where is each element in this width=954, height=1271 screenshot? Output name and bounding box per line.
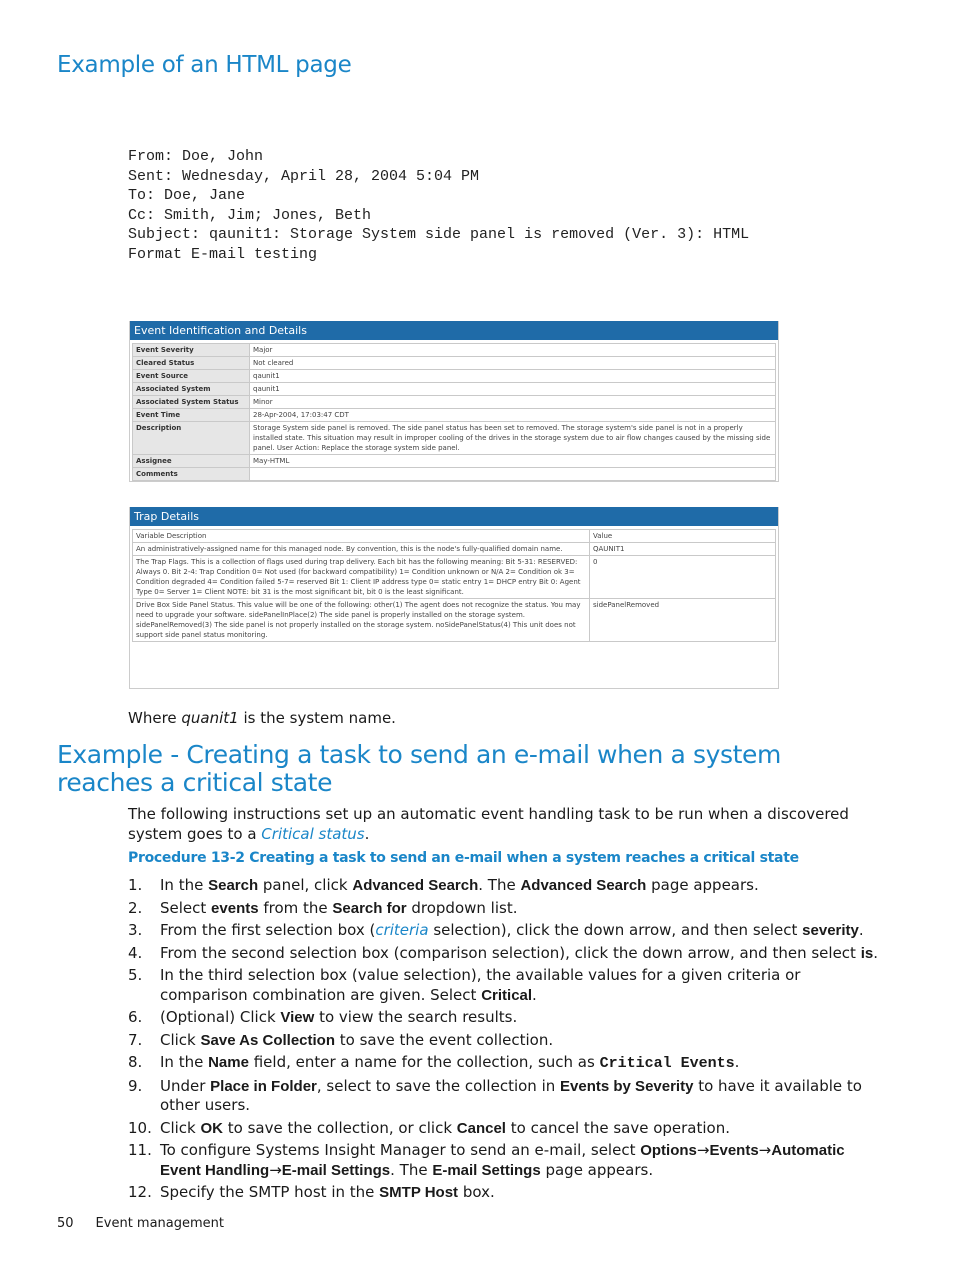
step-text: To configure Systems Insight Manager to send an e-mail, select: [160, 1141, 641, 1159]
trap-value: QAUNIT1: [590, 543, 776, 556]
event-value: Major: [250, 344, 776, 357]
event-row: [133, 383, 776, 396]
glossary-link[interactable]: criteria: [375, 921, 429, 939]
procedure-step: [128, 921, 888, 941]
step-text: to save the event collection.: [335, 1030, 554, 1049]
step-text: →: [696, 1141, 710, 1159]
email-sent: Sent: Wednesday, April 28, 2004 5:04 PM: [128, 167, 480, 185]
event-key: Event Time: [133, 409, 250, 422]
step-text: Select: [160, 898, 212, 917]
event-key: Event Severity: [133, 344, 250, 357]
step-text: . The: [390, 1160, 433, 1179]
ui-term: Search: [208, 877, 259, 894]
step-text: .: [873, 943, 878, 962]
event-value: qaunit1: [250, 370, 776, 383]
step-number: 11.: [128, 1141, 152, 1159]
event-row: [133, 422, 776, 455]
step-number: 2.: [128, 898, 143, 917]
step-text: In the: [160, 876, 209, 894]
ui-term: Advanced Search: [352, 877, 479, 894]
trap-description: Drive Box Side Panel Status. This value will be one of the following: other(1) The agent does not recognize the status. You may need to upgrade your software. sidePanelInPlace(2) The side panel is properly installed on the storage system. sidePanelRemoved(3) The side panel is not properly installed on the storage system. noSidePanelStatus(4) This unit does not support side panel status monitoring.: [133, 599, 590, 642]
where-note: Where quanit1 is the system name.: [128, 709, 396, 727]
step-text: Specify the SMTP host in the: [160, 1183, 380, 1201]
step-text: page appears.: [540, 1160, 654, 1179]
ui-term: severity: [802, 922, 859, 939]
code-text: Critical Events: [599, 1055, 735, 1072]
event-details-table: [132, 343, 776, 481]
ui-term: Cancel: [456, 1119, 506, 1137]
step-number: 1.: [128, 876, 143, 894]
step-text: panel, click: [258, 876, 353, 894]
event-value: qaunit1: [250, 383, 776, 396]
ui-term: Events by Severity: [560, 1077, 694, 1095]
event-row: [133, 409, 776, 422]
event-key: Associated System Status: [133, 396, 250, 409]
step-number: 8.: [128, 1053, 143, 1071]
ui-term: Name: [208, 1054, 249, 1071]
event-row: [133, 344, 776, 357]
event-value: Storage System side panel is removed. The side panel status has been set to removed. The storage system's side panel is not in a properly installed state. This situation may result in improper cooling of the drives in the storage system due to air flow changes caused by the missing side panel. User Action: Replace the storage system side panel.: [250, 422, 776, 455]
trap-row: [133, 556, 776, 599]
email-header-block: [128, 147, 749, 265]
step-number: 9.: [128, 1076, 143, 1095]
event-value: Minor: [250, 396, 776, 409]
email-from: From: Doe, John: [128, 148, 264, 165]
step-number: 4.: [128, 943, 143, 962]
step-text: dropdown list.: [406, 898, 518, 917]
ui-term: Automatic Event Handling: [160, 1142, 845, 1179]
ui-term: Place in Folder: [210, 1077, 317, 1095]
event-details-screenshot: [129, 321, 779, 482]
trap-value: 0: [590, 556, 776, 599]
email-subject: Subject: qaunit1: Storage System side panel is removed (Ver. 3): HTML: [128, 226, 750, 244]
ui-term: Save As Collection: [200, 1031, 336, 1049]
procedure-step: [128, 966, 888, 1005]
procedure-step: [128, 1077, 888, 1116]
step-text: .: [532, 985, 537, 1004]
ui-term: SMTP Host: [379, 1184, 459, 1201]
step-text: , select to save the collection in: [316, 1076, 561, 1095]
email-cc: Cc: Smith, Jim; Jones, Beth: [128, 206, 372, 224]
step-text: from the: [258, 898, 333, 917]
footer-title: Event management: [95, 1216, 225, 1231]
procedure-step: [128, 1141, 888, 1180]
trap-description: An administratively-assigned name for this managed node. By convention, this is the node's fully-qualified domain name.: [133, 543, 590, 556]
event-key: Assignee: [133, 455, 250, 468]
procedure-step: [128, 1008, 888, 1028]
step-text: →: [758, 1141, 772, 1159]
procedure-title: Procedure 13-2 Creating a task to send an e-mail when a system reaches a critical state: [128, 850, 799, 866]
ui-term: Search for: [332, 899, 407, 917]
section-heading: Example - Creating a task to send an e-mail when a system reaches a critical state: [57, 740, 781, 797]
ui-term: OK: [200, 1119, 224, 1137]
event-key: Event Source: [133, 370, 250, 383]
procedure-step: [128, 899, 888, 919]
step-text: field, enter a name for the collection, such as: [248, 1053, 600, 1071]
trap-header-description: Variable Description: [133, 530, 590, 543]
step-text: →: [269, 1160, 282, 1179]
step-text: From the second selection box (comparison selection), click the down arrow, and then select: [160, 943, 861, 962]
ui-term: is: [860, 944, 874, 962]
step-number: 12.: [128, 1183, 152, 1201]
intro-paragraph: The following instructions set up an automatic event handling task to be run when a discovered system goes to a Critical status.: [128, 805, 849, 843]
step-text: In the third selection box (value selection), the available values for a given criteria or comparison combination are given. Select: [160, 966, 801, 1004]
step-text: Under: [160, 1076, 211, 1095]
ui-term: Advanced Search: [520, 877, 647, 894]
ui-term: Critical: [481, 986, 533, 1004]
var-name: quanit1: [181, 709, 239, 727]
trap-row: [133, 543, 776, 556]
ui-term: E-mail Settings: [281, 1161, 391, 1179]
event-row: [133, 370, 776, 383]
trap-details-screenshot: [129, 507, 779, 689]
event-value: Not cleared: [250, 357, 776, 370]
page-number: 50: [57, 1216, 74, 1231]
event-key: Description: [133, 422, 250, 455]
step-number: 3.: [128, 921, 143, 939]
step-text: Click: [160, 1030, 201, 1049]
ui-term: E-mail Settings: [432, 1161, 541, 1179]
event-row: [133, 455, 776, 468]
event-key: Cleared Status: [133, 357, 250, 370]
procedure-step: [128, 1183, 888, 1203]
step-text: selection), click the down arrow, and then select: [428, 921, 803, 939]
event-value: 28-Apr-2004, 17:03:47 CDT: [250, 409, 776, 422]
step-text: box.: [458, 1183, 495, 1201]
step-text: page appears.: [646, 876, 759, 894]
step-text: to save the collection, or click: [223, 1118, 457, 1137]
event-key: Associated System: [133, 383, 250, 396]
page-heading: Example of an HTML page: [57, 52, 352, 78]
step-number: 10.: [128, 1118, 152, 1137]
step-text: (Optional) Click: [160, 1008, 281, 1026]
procedure-step: [128, 1119, 888, 1139]
event-row: [133, 357, 776, 370]
procedure-steps: [128, 876, 888, 1206]
event-value: May-HTML: [250, 455, 776, 468]
step-text: to view the search results.: [314, 1008, 518, 1026]
step-text: .: [734, 1053, 740, 1071]
step-text: In the: [160, 1053, 209, 1071]
procedure-step: [128, 1053, 888, 1074]
procedure-step: [128, 1031, 888, 1051]
step-number: 7.: [128, 1030, 143, 1049]
event-value: [250, 468, 776, 481]
email-to: To: Doe, Jane: [128, 187, 246, 205]
trap-header-value: Value: [590, 530, 776, 543]
ui-term: Options: [640, 1142, 697, 1159]
event-key: Comments: [133, 468, 250, 481]
step-number: 5.: [128, 966, 143, 984]
page-footer: [57, 1216, 224, 1231]
step-text: From the first selection box (: [160, 921, 376, 939]
event-details-title: Event Identification and Details: [130, 321, 778, 340]
email-subject-cont: Format E-mail testing: [128, 245, 318, 263]
procedure-step: [128, 944, 888, 964]
event-row: [133, 396, 776, 409]
critical-status-link[interactable]: Critical status: [261, 824, 365, 843]
step-text: .: [858, 921, 864, 939]
trap-row: [133, 599, 776, 642]
step-text: Click: [160, 1118, 201, 1137]
trap-description: The Trap Flags. This is a collection of flags used during trap delivery. Each bit has the following meaning: Bit 5-31: RESERVED: Always 0. Bit 2-4: Trap Condition 0= Not used (for backward compatibility) 1= Condition unknown or N/A 2= Condition ok 3= Condition degraded 4= Condition failed 5-7= reserved Bit 1: Client IP address type 0= static entry 1= DHCP entry Bit 0: Agent Type 0= Server 1= Client NOTE: bit 31 is the most significant bit, bit 0 is the least significant.: [133, 556, 590, 599]
step-text: to have it available to other users.: [160, 1076, 862, 1114]
ui-term: Events: [709, 1142, 759, 1159]
step-text: . The: [478, 876, 521, 894]
trap-details-title: Trap Details: [130, 507, 778, 526]
event-row: [133, 468, 776, 481]
step-number: 6.: [128, 1008, 143, 1026]
trap-value: sidePanelRemoved: [590, 599, 776, 642]
ui-term: events: [211, 899, 259, 917]
ui-term: View: [280, 1009, 315, 1026]
procedure-step: [128, 876, 888, 896]
trap-details-table: [132, 529, 776, 642]
step-text: to cancel the save operation.: [505, 1118, 730, 1137]
